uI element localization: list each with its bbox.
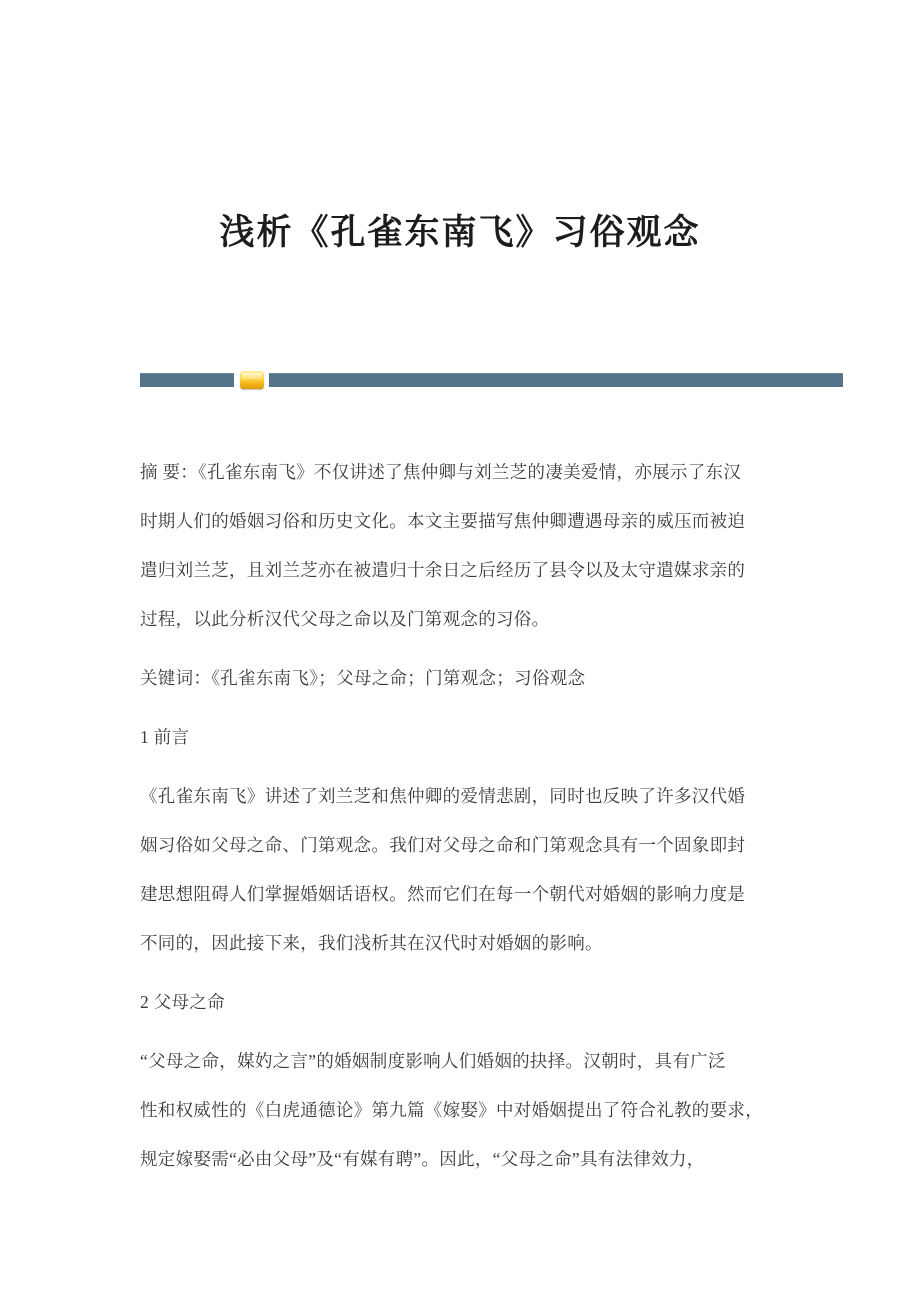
text-line: 《孔雀东南飞》讲述了刘兰芝和焦仲卿的爱情悲剧，同时也反映了许多汉代婚	[140, 786, 746, 806]
text-line: 性和权威性的《白虎通德论》第九篇《嫁娶》中对婚姻提出了符合礼教的要求，	[140, 1100, 763, 1120]
section-divider	[140, 370, 843, 389]
section1-heading: 1 前言	[140, 727, 190, 747]
keywords-line: 关键词：《孔雀东南飞》；父母之命；门第观念；习俗观念	[140, 668, 586, 688]
text-line: “父母之命，媒妁之言”的婚姻制度影响人们婚姻的抉择。汉朝时，具有广泛	[140, 1051, 726, 1071]
page-title: 浅析《孔雀东南飞》习俗观念	[219, 213, 701, 252]
divider-bar-left	[140, 373, 234, 387]
text-line: 建思想阻碍人们掌握婚姻话语权。然而它们在每一个朝代对婚姻的影响力度是	[140, 884, 746, 904]
text-line: 姻习俗如父母之命、门第观念。我们对父母之命和门第观念具有一个固象即封	[140, 835, 746, 855]
text-line: 不同的，因此接下来，我们浅析其在汉代时对婚姻的影响。	[140, 933, 603, 953]
section1-paragraph	[140, 772, 820, 968]
text-line: 规定嫁娶需“必由父母”及“有媒有聘”。因此，“父母之命”具有法律效力，	[140, 1149, 705, 1169]
keywords-paragraph	[140, 654, 820, 703]
divider-bar-right	[269, 373, 843, 387]
abstract-paragraph	[140, 448, 820, 644]
section2-paragraph	[140, 1037, 820, 1184]
text-line: 过程，以此分析汉代父母之命以及门第观念的习俗。	[140, 609, 550, 629]
document-body	[140, 448, 820, 1194]
envelope-icon	[240, 371, 264, 389]
text-line: 遣归刘兰芝，且刘兰芝亦在被遣归十余日之后经历了县令以及太守遣媒求亲的	[140, 560, 746, 580]
section2-heading: 2 父母之命	[140, 992, 225, 1012]
text-line: 摘 要：《孔雀东南飞》不仅讲述了焦仲卿与刘兰芝的凄美爱情，亦展示了东汉	[140, 462, 742, 482]
text-line: 时期人们的婚姻习俗和历史文化。本文主要描写焦仲卿遭遇母亲的威压而被迫	[140, 511, 746, 531]
